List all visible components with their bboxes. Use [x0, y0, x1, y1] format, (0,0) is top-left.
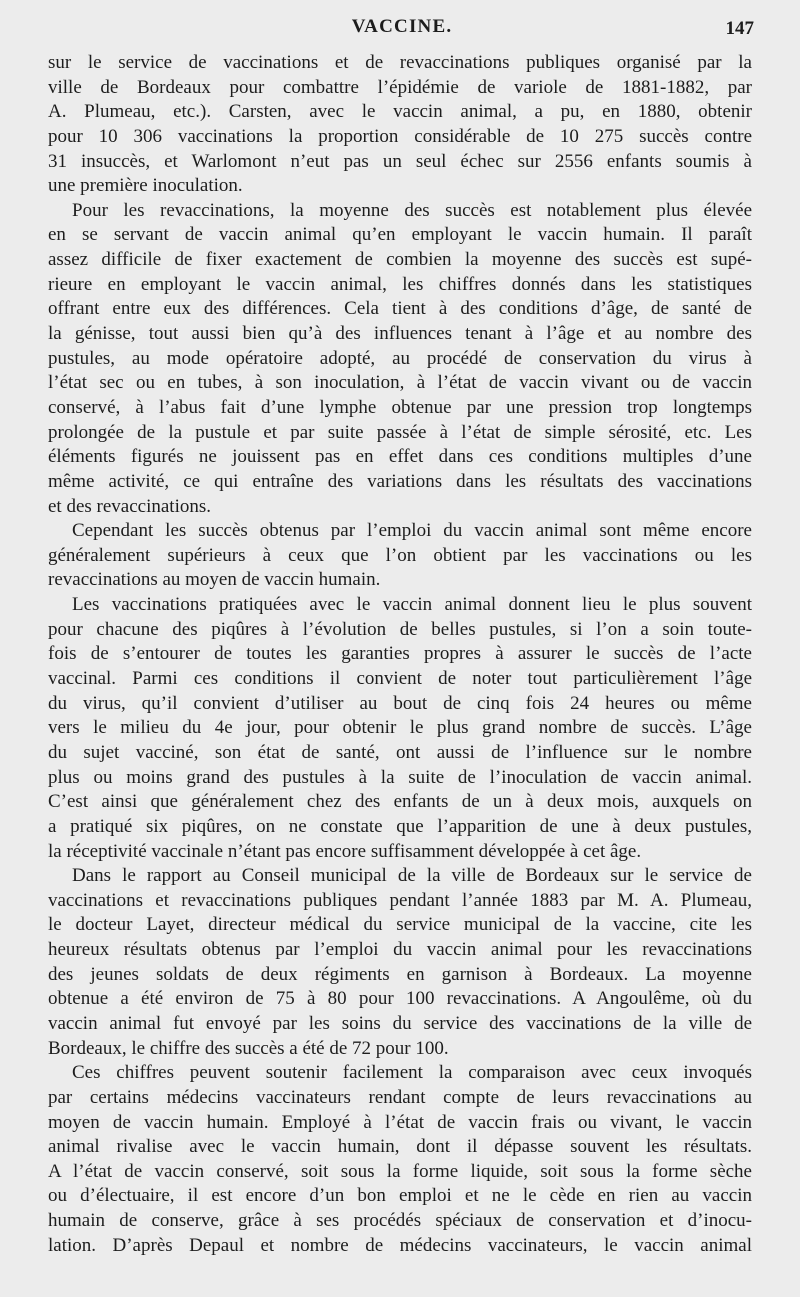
text-line: moyen de vaccin humain. Employé à l’état de vaccin frais ou vivant, le vaccin — [48, 1111, 752, 1133]
text-line: sur le service de vaccinations et de revaccinations publiques organisé par la — [48, 52, 752, 73]
text-line: pour 10 306 vaccinations la proportion considérable de 10 275 succès contre — [48, 125, 752, 147]
text-line: plus ou moins grand des pustules à la suite de l’inoculation de vaccin animal. — [48, 766, 752, 788]
paragraph — [48, 1061, 752, 1258]
text-line: a pratiqué six piqûres, on ne constate que l’apparition de une à deux pustules, — [48, 815, 752, 837]
text-line: éléments figurés ne jouissent pas en effet dans ces conditions multiples d’une — [48, 446, 752, 468]
text-line: Dans le rapport au Conseil municipal de la ville de Bordeaux sur le service de — [72, 865, 752, 887]
text-line: conservé, à l’abus fait d’une lymphe obtenue par une pression trop longtemps — [48, 396, 752, 418]
text-line: Bordeaux, le chiffre des succès a été de 72 pour 100. — [48, 1037, 449, 1059]
text-line: A l’état de vaccin conservé, soit sous la forme liquide, soit sous la forme sèche — [48, 1160, 752, 1182]
text-line: du virus, qu’il convient d’utiliser au bout de cinq fois 24 heures ou même — [48, 692, 752, 714]
text-line: la génisse, tout aussi bien qu’à des influences tenant à l’âge et au nombre des — [48, 323, 752, 345]
page-body — [48, 51, 752, 1258]
text-line: pustules, au mode opératoire adopté, au procédé de conservation du virus à — [48, 347, 752, 369]
page-header — [50, 16, 754, 40]
paragraph — [48, 199, 752, 519]
text-line: pour chacune des piqûres à l’évolution de belles pustules, si l’on a soin toute- — [48, 618, 752, 640]
text-line: vers le milieu du 4e jour, pour obtenir le plus grand nombre de succès. L’âge — [48, 717, 752, 739]
running-title: VACCINE. — [351, 16, 453, 37]
text-line: Les vaccinations pratiquées avec le vaccin animal donnent lieu le plus souvent — [72, 594, 752, 616]
paragraph — [48, 593, 752, 864]
text-line: rieure en employant le vaccin animal, les chiffres donnés dans les statistiques — [48, 273, 752, 295]
paragraph — [48, 519, 752, 593]
text-line: heureux résultats obtenus par l’emploi du vaccin animal pour les revaccinations — [48, 939, 752, 961]
text-line: du sujet vacciné, son état de santé, ont aussi de l’influence sur le nombre — [48, 741, 752, 763]
paragraph — [48, 864, 752, 1061]
text-line: humain de conserve, grâce à ses procédés spéciaux de conservation et d’inocu- — [48, 1210, 752, 1232]
paragraph — [48, 51, 752, 199]
text-line: A. Plumeau, etc.). Carsten, avec le vaccin animal, a pu, en 1880, obtenir — [48, 101, 752, 123]
text-line: ou d’électuaire, il est encore d’un bon emploi et ne le cède en rien au vaccin — [48, 1185, 752, 1207]
text-line: prolongée de la pustule et par suite passée à l’état de simple sérosité, etc. Les — [48, 421, 752, 443]
text-line: en se servant de vaccin animal qu’en employant le vaccin humain. Il paraît — [48, 224, 752, 246]
text-line: et des revaccinations. — [48, 495, 212, 517]
text-line: généralement supérieurs à ceux que l’on obtient par les vaccinations ou les — [48, 544, 752, 566]
text-line: vaccinal. Parmi ces conditions il convient de noter tout particulièrement l’âge — [48, 668, 752, 690]
text-line: 31 insuccès, et Warlomont n’eut pas un seul échec sur 2556 enfants soumis à — [48, 150, 752, 172]
page-number: 147 — [725, 18, 754, 39]
text-line: fois de s’entourer de toutes les garanties propres à assurer le succès de l’acte — [48, 643, 752, 665]
text-line: même activité, ce qui entraîne des variations dans les résultats des vaccinations — [48, 470, 752, 492]
text-line: Pour les revaccinations, la moyenne des succès est notablement plus élevée — [72, 199, 752, 221]
text-line: vaccinations et revaccinations publiques pendant l’année 1883 par M. A. Plumeau, — [48, 889, 752, 911]
text-line: C’est ainsi que généralement chez des enfants de un à deux mois, auxquels on — [48, 791, 752, 813]
text-line: lation. D’après Depaul et nombre de médecins vaccinateurs, le vaccin animal — [48, 1234, 752, 1256]
text-line: le docteur Layet, directeur médical du service municipal de la vaccine, cite les — [48, 914, 752, 936]
text-line: une première inoculation. — [48, 175, 243, 197]
text-line: par certains médecins vaccinateurs rendant compte de leurs revaccinations au — [48, 1086, 752, 1108]
text-line: obtenue a été environ de 75 à 80 pour 100 revaccinations. A Angoulême, où du — [48, 988, 752, 1010]
text-line: l’état sec ou en tubes, à son inoculation, à l’état de vaccin vivant ou de vaccin — [48, 372, 752, 394]
text-line: Cependant les succès obtenus par l’emploi du vaccin animal sont même encore — [72, 520, 752, 542]
text-line: animal rivalise avec le vaccin humain, dont il dépasse souvent les résultats. — [48, 1136, 752, 1158]
text-line: Ces chiffres peuvent soutenir facilement la comparaison avec ceux invoqués — [72, 1062, 752, 1084]
text-line: la réceptivité vaccinale n’étant pas encore suffisamment développée à cet âge. — [48, 840, 642, 862]
text-line: ville de Bordeaux pour combattre l’épidémie de variole de 1881-1882, par — [48, 76, 752, 98]
text-line: offrant entre eux des différences. Cela tient à des conditions d’âge, de santé de — [48, 298, 752, 320]
text-line: vaccin animal fut envoyé par les soins du service des vaccinations de la ville de — [48, 1012, 752, 1034]
text-line: des jeunes soldats de deux régiments en garnison à Bordeaux. La moyenne — [48, 963, 752, 985]
text-line: revaccinations au moyen de vaccin humain. — [48, 569, 381, 591]
text-line: assez difficile de fixer exactement de combien la moyenne des succès est supé- — [48, 249, 752, 271]
